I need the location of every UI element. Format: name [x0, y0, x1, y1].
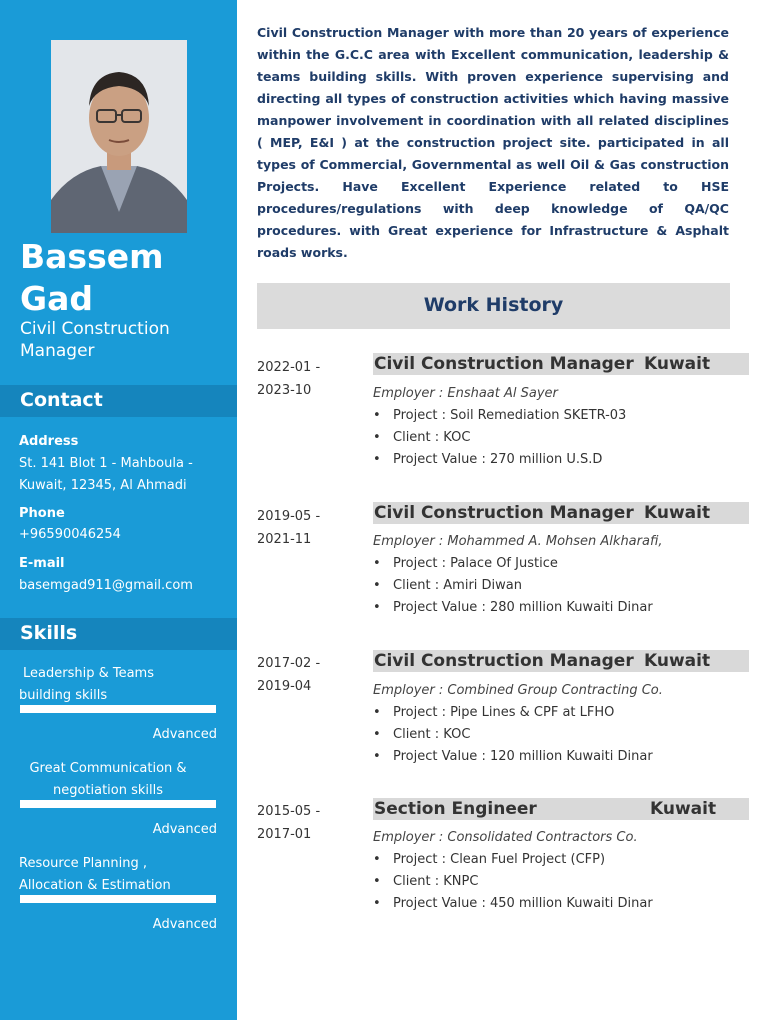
skill-line-1: Resource Planning , — [19, 856, 148, 871]
person-role — [20, 318, 230, 362]
job-value — [373, 749, 753, 764]
bullet-icon: • — [373, 578, 381, 593]
email-value: basemgad911@gmail.com — [19, 578, 193, 593]
bullet-icon: • — [373, 556, 381, 571]
job-employer: Employer : Mohammed A. Mohsen Alkharafi, — [373, 534, 663, 549]
job-title-bar — [373, 798, 749, 820]
bullet-icon: • — [373, 705, 381, 720]
bullet-icon: • — [373, 749, 381, 764]
address-line-1: St. 141 Blot 1 - Mahboula - — [19, 456, 193, 471]
job-value-text: Project Value : 270 million U.S.D — [393, 452, 603, 467]
skill-level-label: Advanced — [152, 727, 217, 742]
job-title-bar — [373, 650, 749, 672]
job-value — [373, 452, 753, 467]
job-client-text: Client : Amiri Diwan — [393, 578, 522, 593]
skill-line-2: Allocation & Estimation — [19, 878, 171, 893]
address-line-2: Kuwait, 12345, Al Ahmadi — [19, 478, 187, 493]
job-date-end: 2021-11 — [257, 532, 312, 547]
bullet-icon: • — [373, 896, 381, 911]
work-history-heading-bar — [257, 283, 730, 329]
job-employer: Employer : Enshaat Al Sayer — [373, 386, 558, 401]
skill-level-label: Advanced — [152, 917, 217, 932]
name-line-2: Gad — [20, 279, 93, 318]
job-project-text: Project : Pipe Lines & CPF at LFHO — [393, 705, 615, 720]
job-client — [373, 578, 753, 593]
job-project — [373, 556, 753, 571]
contact-heading-bar — [0, 385, 237, 417]
job-title: Civil Construction Manager — [374, 503, 634, 523]
profile-photo — [51, 40, 187, 233]
contact-heading: Contact — [20, 389, 103, 411]
person-portrait — [51, 40, 187, 233]
professional-summary: Civil Construction Manager with more than 20 years of experience within the G.C.C area with Excellent communication, leadership & teams building skills. With proven experience supervising and directing all types of construction activities which having massive manpower involvement in coordination with all related disciplines ( MEP, E&I ) at the construction project site. participated in all types of Commercial, Governmental as well Oil & Gas construction Projects. Have Excellent Experience related to HSE procedures/regulations with deep knowledge of QA/QC procedures. with Great experience for Infrastructure & Asphalt roads works. — [257, 25, 729, 260]
name-line-1: Bassem — [20, 237, 164, 276]
job-project — [373, 705, 753, 720]
skill-name — [19, 758, 197, 802]
address-value — [19, 453, 224, 497]
job-date-start: 2022-01 - — [257, 360, 321, 375]
job-value — [373, 600, 753, 615]
job-title: Section Engineer — [374, 799, 537, 819]
job-client — [373, 874, 753, 889]
skill-line-2: building skills — [19, 688, 108, 703]
job-value — [373, 896, 753, 911]
bullet-icon: • — [373, 600, 381, 615]
job-project-text: Project : Soil Remediation SKETR-03 — [393, 408, 627, 423]
sidebar — [0, 0, 237, 1020]
job-value-text: Project Value : 120 million Kuwaiti Dinar — [393, 749, 653, 764]
job-project-text: Project : Clean Fuel Project (CFP) — [393, 852, 606, 867]
phone-label: Phone — [19, 506, 65, 521]
skill-line-2: negotiation skills — [52, 783, 164, 798]
job-date-end: 2019-04 — [257, 679, 312, 694]
skill-name — [19, 853, 219, 897]
phone-value: +96590046254 — [19, 527, 121, 542]
job-date-end: 2017-01 — [257, 827, 312, 842]
job-client-text: Client : KOC — [393, 727, 471, 742]
role-line-1: Civil Construction — [20, 319, 170, 339]
job-client — [373, 727, 753, 742]
job-date — [257, 652, 357, 698]
skill-line-1: Great Communication & — [29, 761, 187, 776]
bullet-icon: • — [373, 727, 381, 742]
job-title-bar — [373, 353, 749, 375]
skills-heading-bar — [0, 618, 237, 650]
job-date — [257, 505, 357, 551]
bullet-icon: • — [373, 452, 381, 467]
bullet-icon: • — [373, 852, 381, 867]
job-client-text: Client : KNPC — [393, 874, 479, 889]
job-project — [373, 408, 753, 423]
skills-heading: Skills — [20, 622, 78, 644]
job-date-end: 2023-10 — [257, 383, 312, 398]
skill-level-bar — [20, 705, 216, 713]
job-value-text: Project Value : 450 million Kuwaiti Dinar — [393, 896, 653, 911]
job-project — [373, 852, 753, 867]
address-label: Address — [19, 434, 79, 449]
job-title: Civil Construction Manager — [374, 651, 634, 671]
skill-level-bar — [20, 895, 216, 903]
job-location: Kuwait — [644, 503, 711, 523]
work-history-heading: Work History — [423, 294, 564, 316]
person-name — [20, 236, 230, 320]
role-line-2: Manager — [20, 341, 95, 361]
job-date-start: 2017-02 - — [257, 656, 321, 671]
skill-line-1: Leadership & Teams — [23, 666, 154, 681]
job-date-start: 2019-05 - — [257, 509, 321, 524]
job-date-start: 2015-05 - — [257, 804, 321, 819]
bullet-icon: • — [373, 874, 381, 889]
job-project-text: Project : Palace Of Justice — [393, 556, 558, 571]
job-value-text: Project Value : 280 million Kuwaiti Dinar — [393, 600, 653, 615]
job-title-bar — [373, 502, 749, 524]
job-date — [257, 800, 357, 846]
email-label: E-mail — [19, 556, 65, 571]
job-client-text: Client : KOC — [393, 430, 471, 445]
job-employer: Employer : Consolidated Contractors Co. — [373, 830, 638, 845]
job-employer: Employer : Combined Group Contracting Co. — [373, 683, 663, 698]
job-location: Kuwait — [644, 651, 711, 671]
bullet-icon: • — [373, 408, 381, 423]
job-date — [257, 356, 357, 402]
skill-level-label: Advanced — [152, 822, 217, 837]
job-client — [373, 430, 753, 445]
skill-name — [19, 663, 219, 707]
job-location: Kuwait — [650, 799, 717, 819]
skill-level-bar — [20, 800, 216, 808]
job-title: Civil Construction Manager — [374, 354, 634, 374]
bullet-icon: • — [373, 430, 381, 445]
job-location: Kuwait — [644, 354, 711, 374]
